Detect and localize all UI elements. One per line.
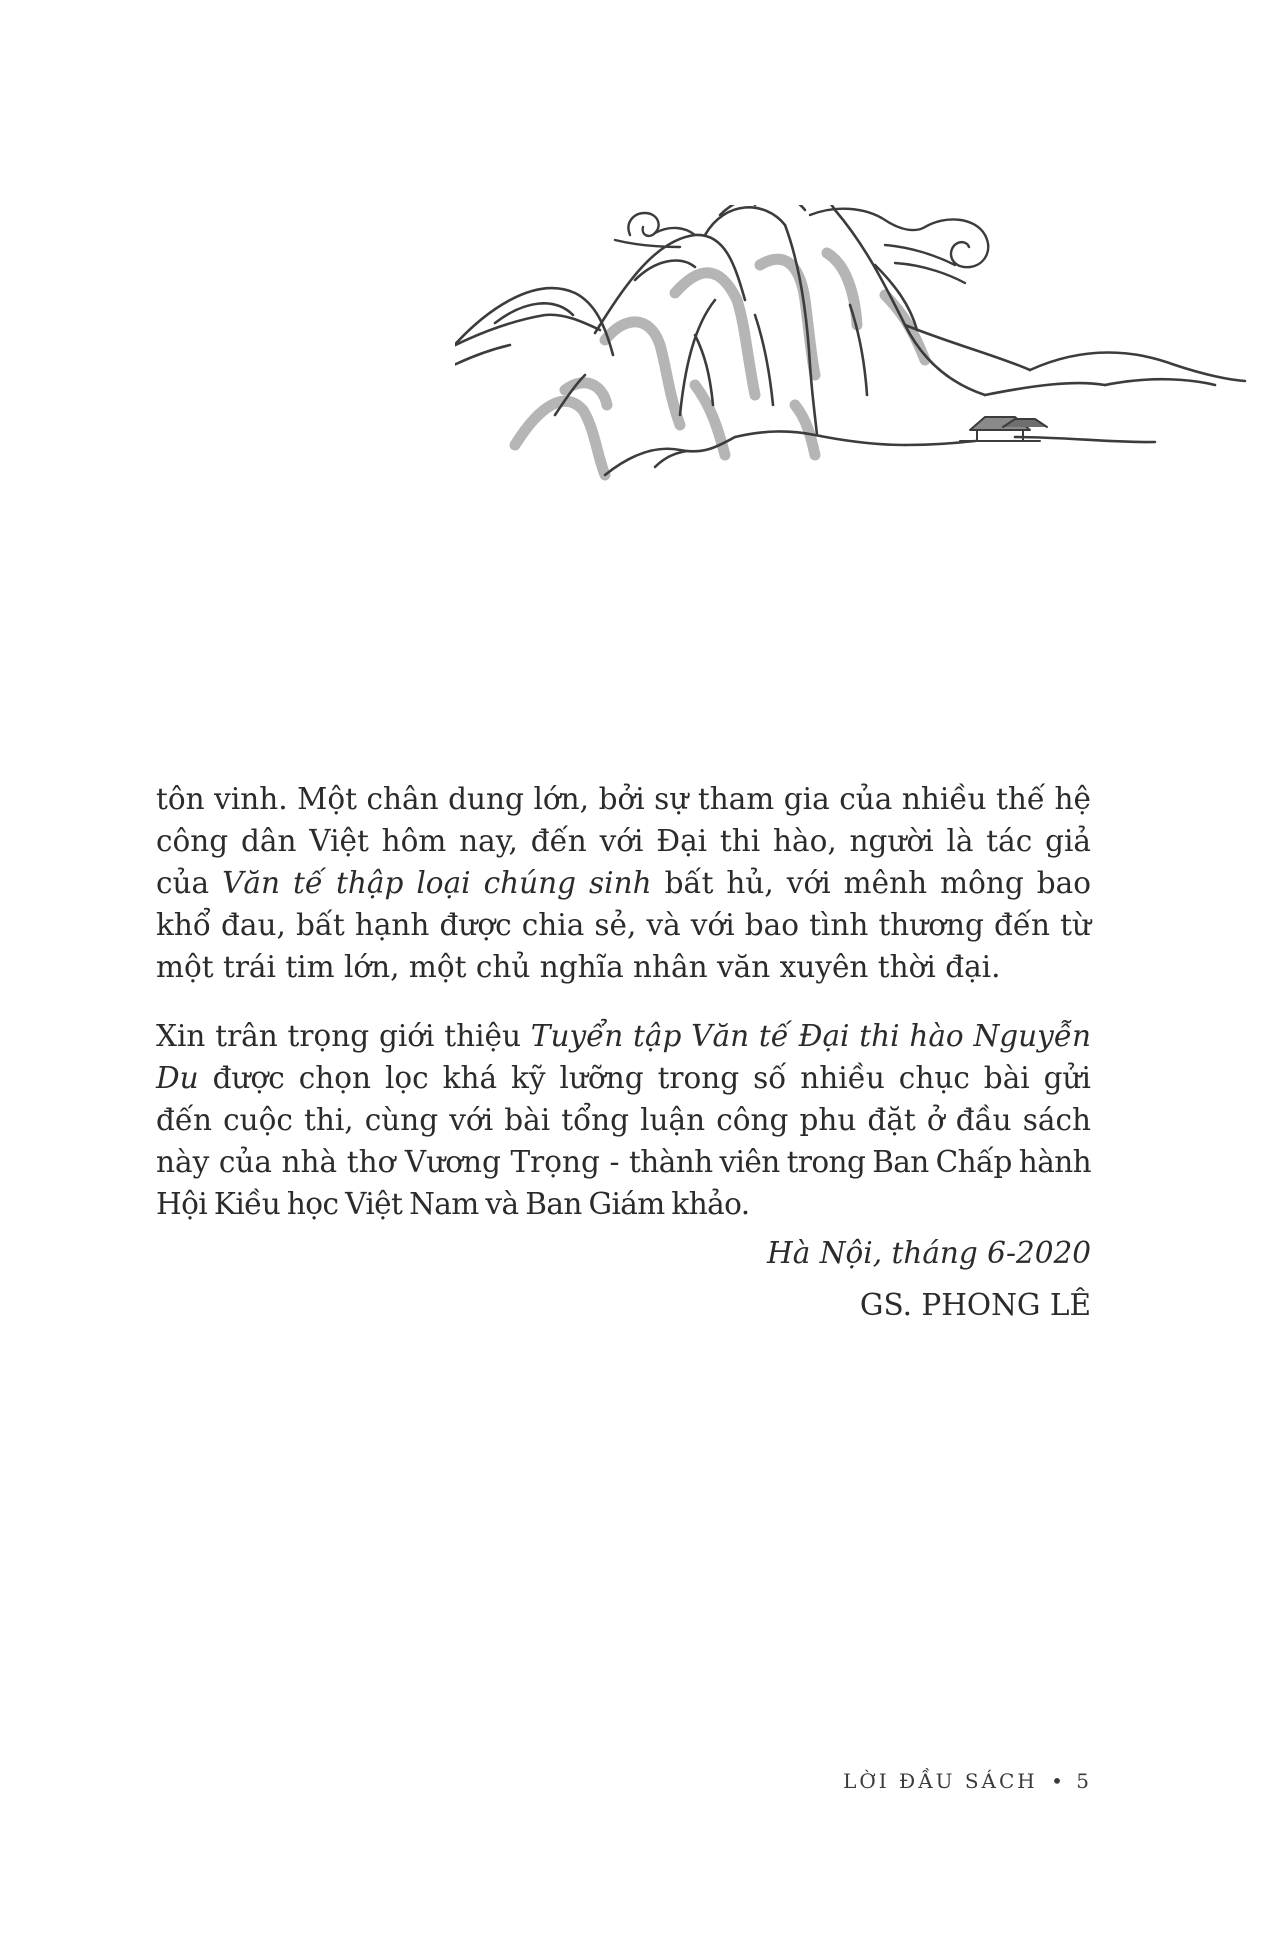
bullet-separator: • (1051, 1769, 1063, 1793)
paragraph-text: bất hủ, với mênh mông bao khổ đau, bất hạnh được chia sẻ, và với bao tình thương đến từ một trái tim lớn, một chủ nghĩa nhân văn xuyên thời đại. (156, 866, 1091, 984)
signature-block (767, 1227, 1091, 1331)
mountain-outline (455, 205, 1245, 475)
running-head: LỜI ĐẦU SÁCH (843, 1769, 1038, 1793)
mountain-illustration (455, 205, 1275, 555)
paragraph (156, 1015, 1091, 1225)
cloud-left (615, 213, 695, 247)
paragraph-text: thành viên trong Ban Chấp hành Hội Kiều học Việt Nam và Ban Giám khảo. (156, 1145, 1091, 1221)
paragraph-text: Xin trân trọng giới thiệu (156, 1019, 531, 1053)
page-footer (843, 1769, 1092, 1793)
signature-date: Hà Nội, tháng 6-2020 (767, 1236, 1091, 1270)
page-number: 5 (1076, 1769, 1092, 1793)
cloud-right (810, 209, 988, 283)
book-title-italic: Văn tế thập loại chúng sinh (222, 866, 652, 900)
paragraph-text: tôn vinh. Một chân dung lớn, bởi sự tham gia của nhiều thế hệ công dân Việt hôm nay, đến với Đại thi hào, người là tác giả của (156, 782, 1091, 900)
body-text (156, 778, 1091, 1252)
book-title-italic: Tuyển tập Văn tế Đại thi hào Nguyễn Du (156, 1019, 1091, 1095)
paragraph-text: được chọn lọc khá kỹ lưỡng trong số nhiều chục bài gửi đến cuộc thi, cùng với bài tổng luận công phu đặt ở đầu sách này của nhà thơ Vương Trọng - (156, 1061, 1091, 1179)
signature-author: GS. PHONG LÊ (859, 1288, 1091, 1322)
paragraph (156, 778, 1091, 988)
